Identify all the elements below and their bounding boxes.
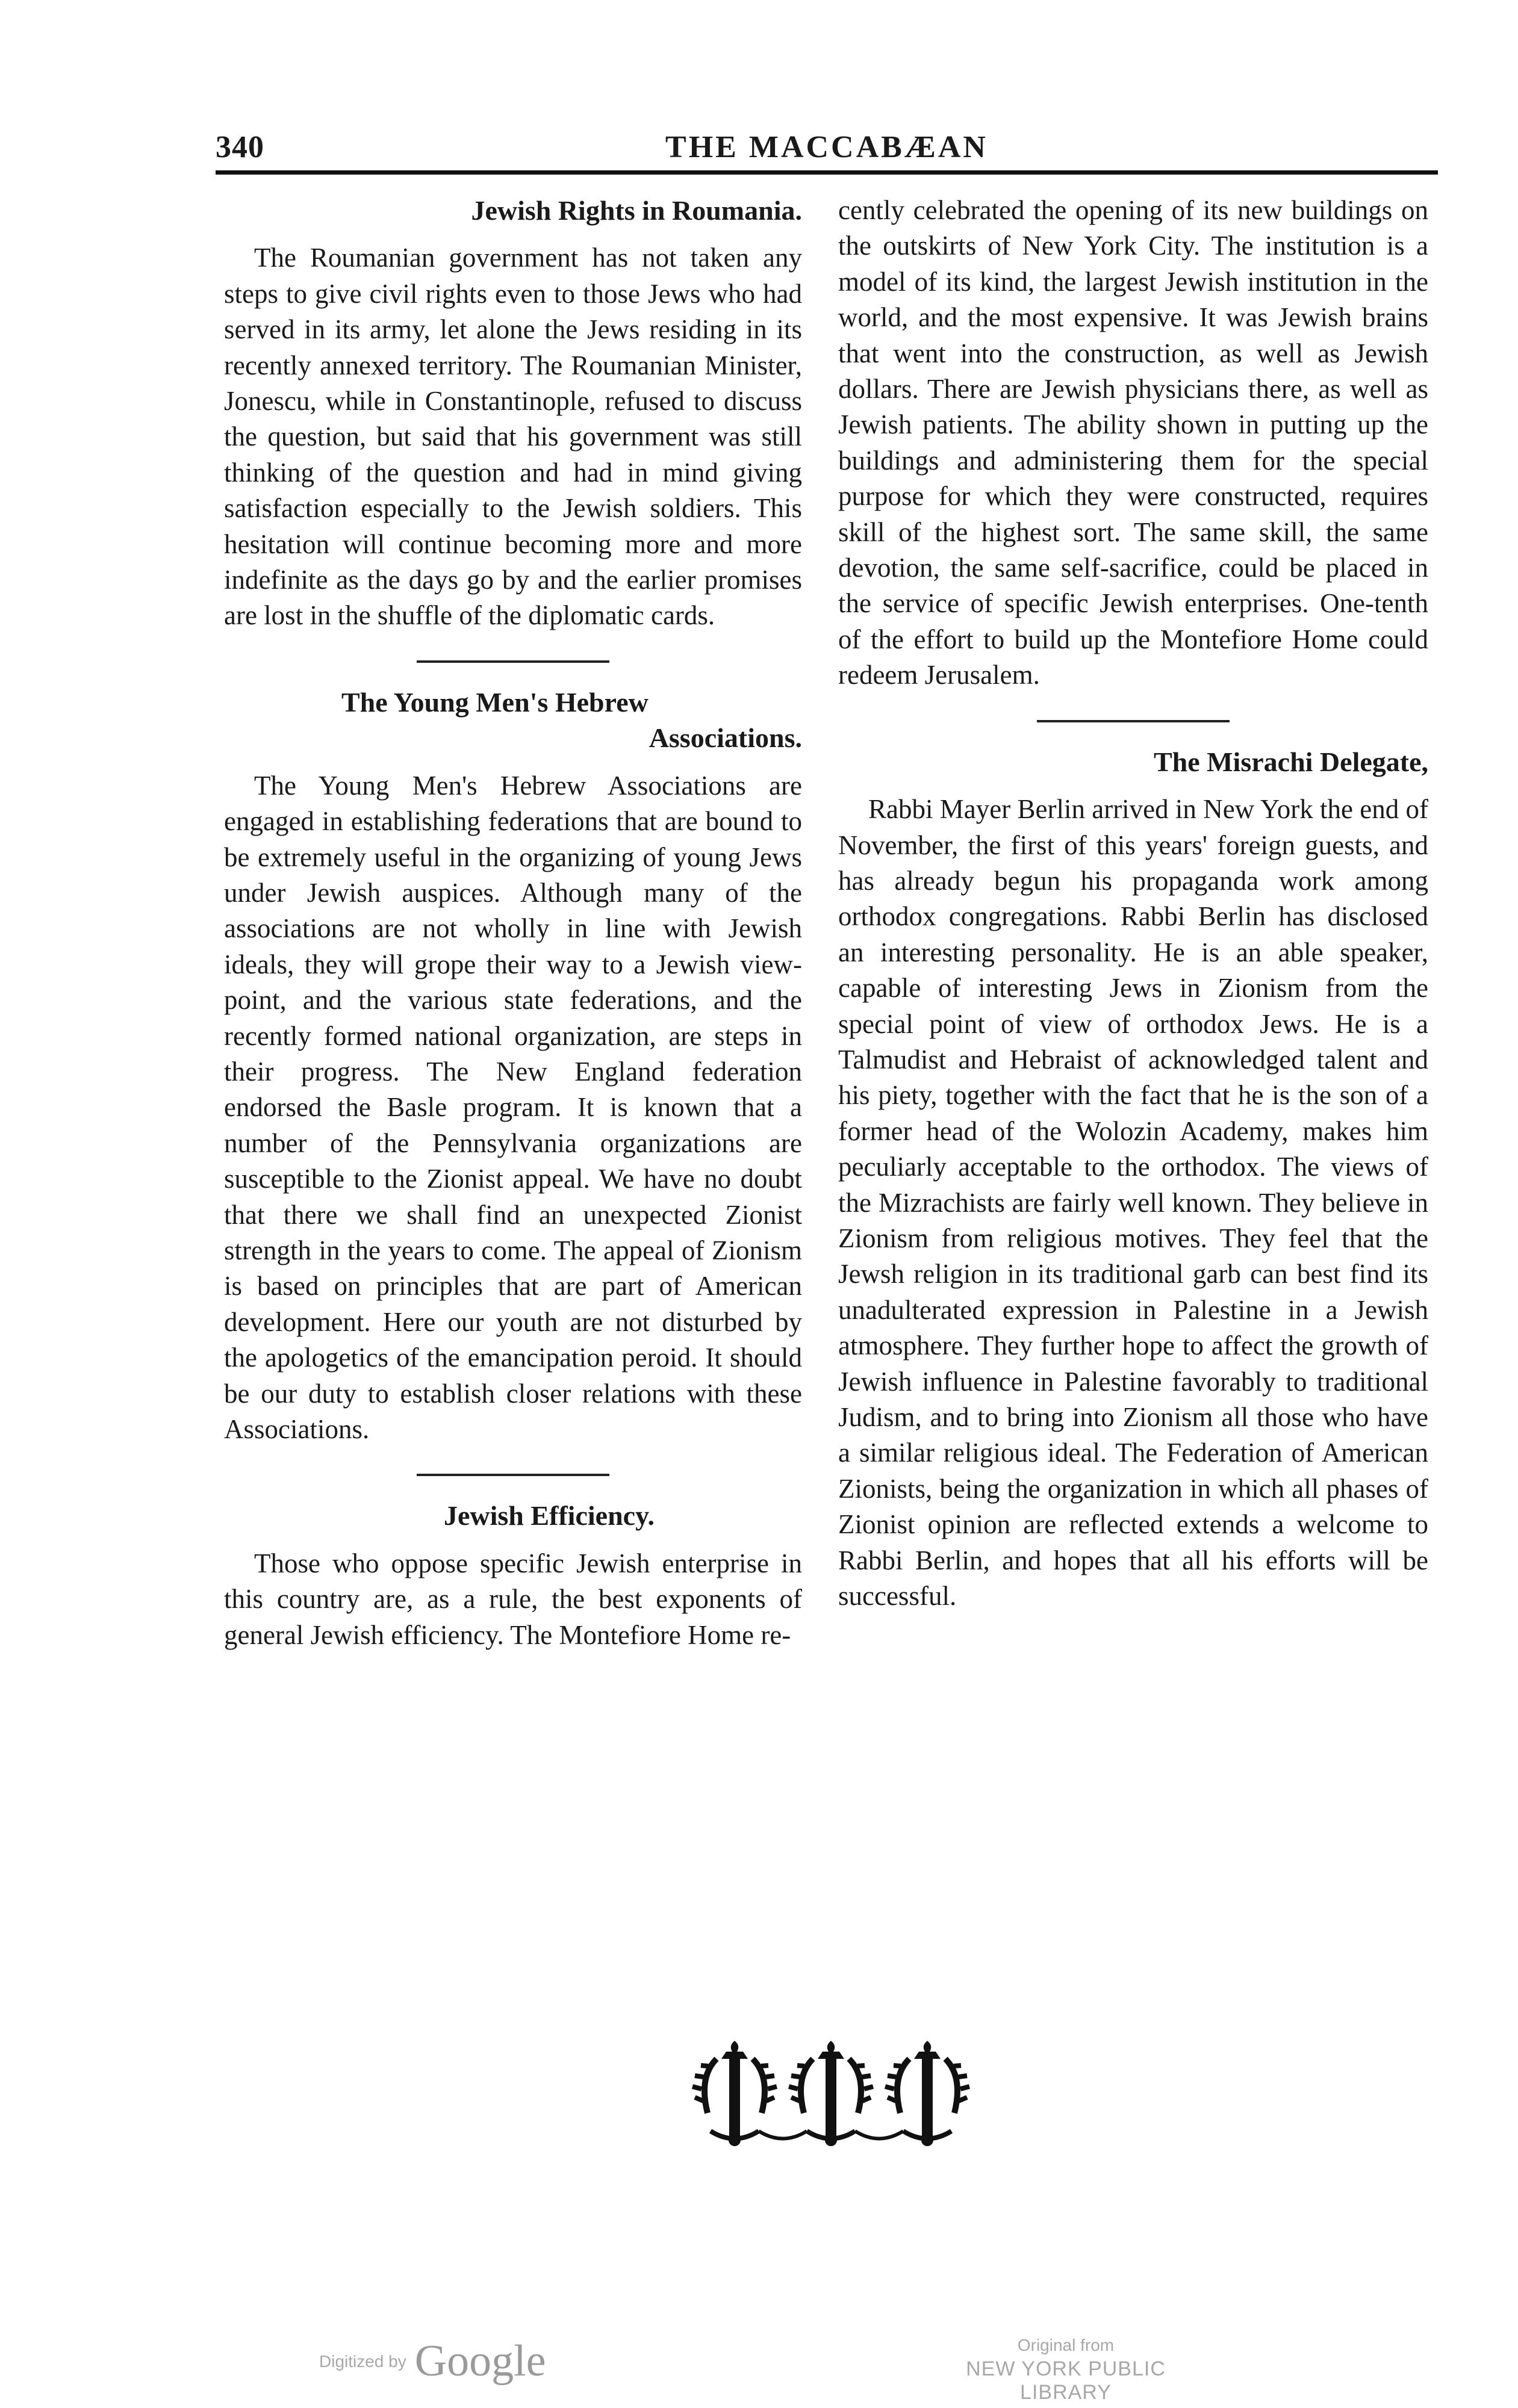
article-young-mens-hebrew-associations: The Young Men's Hebrew Associations are engaged in establishing federations that are bound to be extremely useful in the organizing of young Jews under Jewish auspices. Although many of the associations are not wholly in line with Jewish ideals, they will grope their way to a Jewish view-point, and the various state federations, and the recently formed national organization, are steps in their progress. The New England federation endorsed the Basle program. It is known that a number of the Pennsylvania organizations are susceptible to the Zionist appeal. We have no doubt that there we shall find an unexpected Zionist strength in the years to come. The appeal of Zionism is based on principles that are part of American development. Here our youth are not disturbed by the apologetics of the emancipation peroid. It should be our duty to establish closer relations with these Associations. bbox=[224, 770, 802, 1444]
heading-line-1: The Young Men's Hebrew bbox=[341, 686, 649, 718]
section-divider bbox=[417, 1474, 609, 1476]
article-misrachi-delegate: Rabbi Mayer Berlin arrived in New York the end of November, the first of this years' foreign guests, and has already begun his propaganda work among orthodox congregations. Rabbi Berlin has disclosed an interesting personality. He is an able speaker, capable of interesting Jews in Zionism from the special point of view of orthodox Jews. He is a Talmudist and Hebraist of acknowledged talent and his piety, together with the fact that he is the son of a former head of the Wolozin Academy, makes him peculiarly acceptable to the orthodox. The views of the Mizrachists are fairly well known. They believe in Zionism from religious motives. They feel that the Jewsh religion in its traditional garb can best find its unadulterated expression in Palestine in a Jewish atmosphere. They further hope to affect the growth of Jewish influence in Palestine favorably to traditional Judism, and to bring into Zionism all those who have a similar religious ideal. The Federation of American Zionists, being the organization in which all phases of Zionist opinion are reflected extends a welcome to Rabbi Berlin, and hopes that all his efforts will be successful. bbox=[838, 794, 1428, 1612]
digitized-text: Digitized by bbox=[319, 2352, 406, 2371]
article-jewish-efficiency-continued: cently celebrated the opening of its new buildings on the outskirts of New York City. The institution is a model of its kind, the largest Jewish institution in the world, and the most expensive. It was Jewish brains that went into the construction, as well as Jewish dollars. There are Jewish physicians there, as well as Jewish patients. The ability shown in putting up the buildings and administering them for the special purpose for which they were constructed, requires skill of the highest sort. The same skill, the same devotion, the same self-sacrifice, could be placed in the service of specific Jewish enterprises. One-tenth of the effort to build up the Montefiore Home could redeem Jerusalem. bbox=[838, 195, 1428, 690]
header-rule bbox=[216, 170, 1438, 175]
google-logo: Google bbox=[414, 2336, 546, 2386]
section-divider bbox=[417, 660, 609, 663]
digitized-by-label bbox=[319, 2336, 546, 2387]
running-title: THE MACCABÆAN bbox=[665, 130, 988, 164]
original-source-label bbox=[921, 2336, 1210, 2404]
heading-jewish-efficiency: Jewish Efficiency. bbox=[443, 1500, 655, 1531]
torch-wreath-ornament-icon bbox=[686, 2041, 975, 2161]
article-jewish-rights-roumania: The Roumanian government has not taken any steps to give civil rights even to those Jews who had served in its army, let alone the Jews residing in its recently annexed territory. The Roumanian Minister, Jonescu, while in Constantinople, refused to discuss the question, but said that his government was still thinking of the question and had in mind giving satisfaction especially to the Jewish soldiers. This hesitation will continue becoming more and more indefinite as the days go by and the earlier promises are lost in the shuffle of the diplomatic cards. bbox=[224, 243, 802, 631]
section-divider bbox=[1037, 720, 1230, 722]
article-jewish-efficiency: Those who oppose specific Jewish enterprise in this country are, as a rule, the best exponents of general Jewish efficiency. The Montefiore Home re- bbox=[224, 1548, 802, 1650]
page-number: 340 bbox=[216, 130, 264, 164]
original-from-text: Original from bbox=[1017, 2336, 1115, 2354]
heading-young-mens-hebrew-associations bbox=[224, 684, 802, 756]
left-column bbox=[224, 193, 802, 1653]
page-header bbox=[216, 123, 1438, 172]
right-column bbox=[838, 193, 1428, 1614]
heading-misrachi-delegate: The Misrachi Delegate, bbox=[1153, 746, 1428, 777]
heading-line-2: Associations. bbox=[649, 722, 802, 754]
library-name: NEW YORK PUBLIC LIBRARY bbox=[966, 2357, 1166, 2404]
heading-jewish-rights-roumania: Jewish Rights in Roumania. bbox=[471, 195, 802, 226]
